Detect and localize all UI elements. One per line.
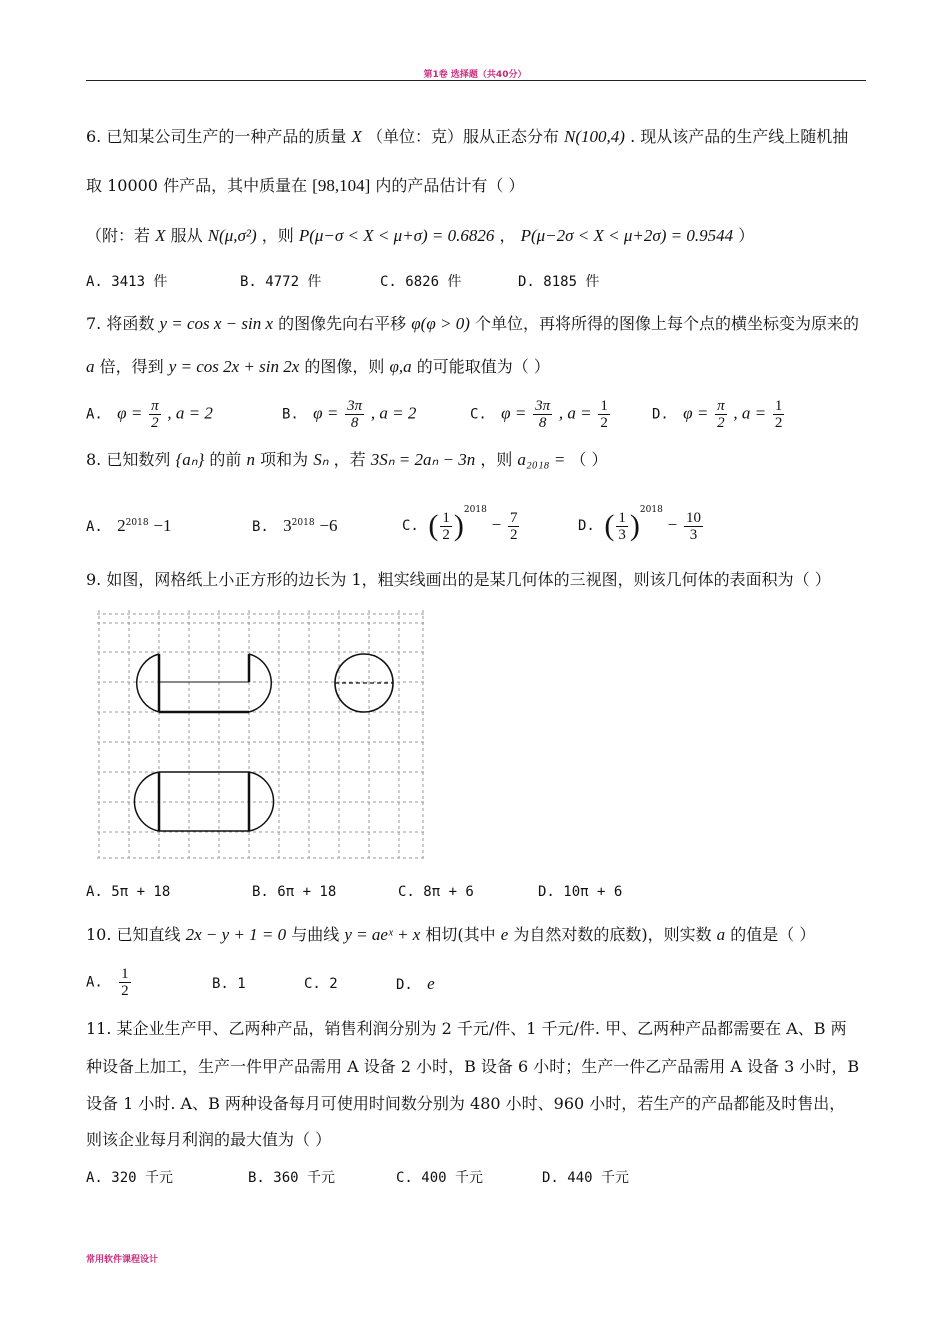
- q7-text-a: 7. 将函数: [86, 314, 155, 333]
- q10-a: a: [716, 925, 726, 944]
- q7-option-c-label: C.: [470, 406, 487, 423]
- q10-text-c: 与曲线: [291, 925, 340, 944]
- q9-option-b[interactable]: B. 6π + 18: [252, 884, 337, 900]
- q8-option-b[interactable]: [252, 513, 337, 537]
- q7-line2: [86, 357, 550, 377]
- q7-text-line2b: 倍，得到: [99, 357, 164, 376]
- q6-text-line2c: 内的产品估计有（ ）: [375, 176, 525, 195]
- q7-text-line2d: 的图像，则: [304, 357, 385, 376]
- q6-note-x: X: [155, 226, 166, 245]
- q7-line1: [86, 314, 859, 334]
- q8-option-a-tail: −1: [153, 516, 172, 535]
- q8-option-c-minus: −: [491, 515, 502, 534]
- q8-option-b-exp: 2018: [291, 518, 315, 528]
- q10-text-g: 为自然对数的底数)，则实数: [513, 925, 712, 944]
- page-footer: 常用软件课程设计: [86, 1255, 159, 1265]
- q8-option-d-minus: −: [667, 515, 678, 534]
- q8-option-d-exp: 2018: [639, 505, 663, 515]
- q6-text-line2a: 取 10000 件产品，其中质量在: [86, 176, 308, 195]
- q8-text-k: （ ）: [570, 450, 608, 469]
- q7-option-d-phi: φ =: [683, 403, 709, 423]
- header-rule: [86, 80, 866, 81]
- q7-option-b[interactable]: [282, 398, 416, 431]
- q9-option-c[interactable]: C. 8π + 6: [398, 884, 474, 900]
- grid-lines: [97, 610, 425, 858]
- q8-option-b-base: 3: [283, 516, 292, 535]
- q7-func2: y = cos 2x + sin 2x: [168, 357, 300, 376]
- q10-option-d-label: D.: [396, 977, 413, 993]
- front-view: [137, 654, 272, 712]
- q8-option-d[interactable]: D. ( $\frac{1}{3}$ )$^{2018}$ − $\frac{10}{3}$: [578, 505, 701, 543]
- q10-option-c[interactable]: C. 2: [304, 976, 338, 992]
- q7-option-c-tail: , a =: [558, 403, 592, 423]
- q7-option-c-phi: φ =: [501, 403, 527, 423]
- q6-option-b[interactable]: B. 4772 件: [240, 274, 322, 290]
- q7-phi: φ(φ > 0): [411, 314, 470, 333]
- q10-option-a[interactable]: [86, 966, 133, 999]
- q10-line1: [86, 925, 815, 945]
- q10-curve: y = aeˣ + x: [344, 925, 421, 944]
- q6-note-h: ）: [738, 226, 755, 245]
- q11-option-c[interactable]: C. 400 千元: [396, 1170, 484, 1186]
- q7-vars: φ,a: [389, 357, 412, 376]
- q11-option-a[interactable]: A. 320 千元: [86, 1170, 174, 1186]
- q6-line3: [86, 226, 754, 246]
- q7-option-d-label: D.: [652, 406, 669, 423]
- q8-sn: Sₙ: [313, 450, 329, 469]
- q8-eq: 3Sₙ = 2aₙ − 3n: [370, 450, 476, 469]
- q7-option-a-label: A.: [86, 406, 103, 423]
- three-view-figure: [95, 608, 427, 860]
- q8-option-c-frac2: $\frac{7}{2}$: [509, 509, 518, 543]
- q11-line1: 11. 某企业生产甲、乙两种产品，销售利润分别为 2 千元/件、1 千元/件. 甲、乙两种产品都需要在 A、B 两: [86, 1019, 847, 1038]
- q8-option-a-exp: 2018: [125, 518, 149, 528]
- q11-option-b[interactable]: B. 360 千元: [248, 1170, 336, 1186]
- q8-text-g: ，若: [333, 450, 366, 469]
- q7-option-b-frac: $\frac{3\pi}{8}$: [347, 398, 363, 431]
- q10-text-a: 10. 已知直线: [86, 925, 181, 944]
- q10-line-eq: 2x − y + 1 = 0: [185, 925, 287, 944]
- q7-option-d-frac: $\frac{\pi}{2}$: [717, 398, 725, 431]
- q6-line2: [86, 176, 524, 196]
- q6-option-d[interactable]: D. 8185 件: [518, 274, 600, 290]
- q7-text-line2f: 的可能取值为（ ）: [416, 357, 550, 376]
- q10-text-e: 相切(其中: [425, 925, 496, 944]
- q8-target: a₂₀₁₈ =: [517, 450, 566, 469]
- q8-option-c[interactable]: C. ( $\frac{1}{2}$ )$^{2018}$ − $\frac{7}{2}$: [402, 505, 518, 543]
- q8-n: n: [246, 450, 256, 469]
- q10-option-a-frac: $\frac{1}{2}$: [121, 966, 129, 999]
- q8-option-b-tail: −6: [319, 516, 338, 535]
- q6-note-p2: P(μ−2σ < X < μ+2σ) = 0.9544: [520, 226, 734, 245]
- q8-option-c-exp: 2018: [463, 505, 487, 515]
- q7-option-a-phi: φ =: [117, 403, 143, 423]
- q7-option-d-frac2: $\frac{1}{2}$: [774, 398, 783, 431]
- q7-option-c-frac: $\frac{3\pi}{8}$: [535, 398, 551, 431]
- q8-option-c-label: C.: [402, 518, 419, 534]
- q8-text-c: 的前: [209, 450, 242, 469]
- q7-var-a: a: [86, 357, 95, 376]
- q10-option-d[interactable]: [396, 974, 435, 995]
- q7-option-c[interactable]: [470, 398, 612, 431]
- q10-option-d-value: e: [427, 974, 435, 993]
- q6-text-d: . 现从该产品的生产线上随机抽: [630, 127, 849, 146]
- q11-line3: 设备 1 小时. A、B 两种设备每月可使用时间数分别为 480 小时、960 小时，若生产的产品都能及时售出，: [86, 1094, 846, 1113]
- q8-option-b-label: B.: [252, 519, 269, 535]
- q8-seq: {aₙ}: [175, 450, 205, 469]
- side-view: [335, 654, 393, 712]
- q9-line1: 9. 如图，网格纸上小正方形的边长为 1，粗实线画出的是某几何体的三视图，则该几何体的表面积为（ ）: [86, 570, 831, 589]
- q6-line1: [86, 127, 848, 147]
- q6-option-a[interactable]: A. 3413 件: [86, 274, 168, 290]
- q10-option-a-label: A.: [86, 974, 103, 991]
- q7-option-b-label: B.: [282, 406, 299, 423]
- q8-text-a: 8. 已知数列: [86, 450, 171, 469]
- top-view: [134, 772, 273, 831]
- q10-text-i: 的值是（ ）: [730, 925, 816, 944]
- q6-note-f: ，: [499, 226, 516, 245]
- q6-note-b: 服从: [170, 226, 203, 245]
- q9-option-d[interactable]: D. 10π + 6: [538, 884, 623, 900]
- page-header: 第1卷 选择题（共40分）: [423, 70, 527, 80]
- q6-interval: [98,104]: [312, 176, 371, 195]
- q8-text-e: 项和为: [260, 450, 309, 469]
- q6-note-p1: P(μ−σ < X < μ+σ) = 0.6826: [298, 226, 495, 245]
- q6-text-b: （单位：克）服从正态分布: [366, 127, 559, 146]
- q6-var-x: X: [351, 127, 362, 146]
- q7-option-b-phi: φ =: [313, 403, 339, 423]
- q8-option-d-frac2: $\frac{10}{3}$: [685, 509, 701, 543]
- q7-option-b-tail: , a = 2: [370, 403, 417, 423]
- q8-option-c-frac: $\frac{1}{2}$: [442, 509, 450, 543]
- q8-option-a-label: A.: [86, 519, 103, 535]
- q8-option-d-label: D.: [578, 518, 595, 534]
- q6-normal: N(100,4): [564, 127, 625, 146]
- q8-text-i: ，则: [480, 450, 513, 469]
- q6-note-a: （附：若: [86, 226, 151, 245]
- q10-option-b[interactable]: B. 1: [212, 976, 246, 992]
- q7-func: y = cos x − sin x: [159, 314, 274, 333]
- q11-line2: 种设备上加工，生产一件甲产品需用 A 设备 2 小时，B 设备 6 小时；生产一件乙产品需用 A 设备 3 小时，B: [86, 1057, 860, 1076]
- q7-option-c-frac2: $\frac{1}{2}$: [600, 398, 608, 431]
- q7-option-d-tail: , a =: [733, 403, 767, 423]
- q7-option-a-tail: , a = 2: [167, 403, 213, 423]
- q7-text-c: 的图像先向右平移: [278, 314, 407, 333]
- q7-option-d[interactable]: [652, 398, 786, 431]
- q7-text-e: 个单位，再将所得的图像上每个点的横坐标变为原来的: [474, 314, 859, 333]
- q11-line4: 则该企业每月利润的最大值为（ ）: [86, 1130, 332, 1149]
- q10-e: e: [500, 925, 509, 944]
- q8-option-a-base: 2: [117, 516, 126, 535]
- q11-option-d[interactable]: D. 440 千元: [542, 1170, 630, 1186]
- q6-note-d: ，则: [261, 226, 294, 245]
- q7-option-a-frac: $\frac{\pi}{2}$: [151, 398, 159, 431]
- q8-option-d-frac: $\frac{1}{3}$: [618, 509, 626, 543]
- q8-option-a[interactable]: [86, 513, 171, 537]
- q6-option-c[interactable]: C. 6826 件: [380, 274, 462, 290]
- q6-note-normal: N(μ,σ²): [207, 226, 257, 245]
- q9-option-a[interactable]: A. 5π + 18: [86, 884, 171, 900]
- q6-text-a: 6. 已知某公司生产的一种产品的质量: [86, 127, 347, 146]
- q7-option-a[interactable]: [86, 398, 213, 431]
- q8-line1: [86, 450, 607, 470]
